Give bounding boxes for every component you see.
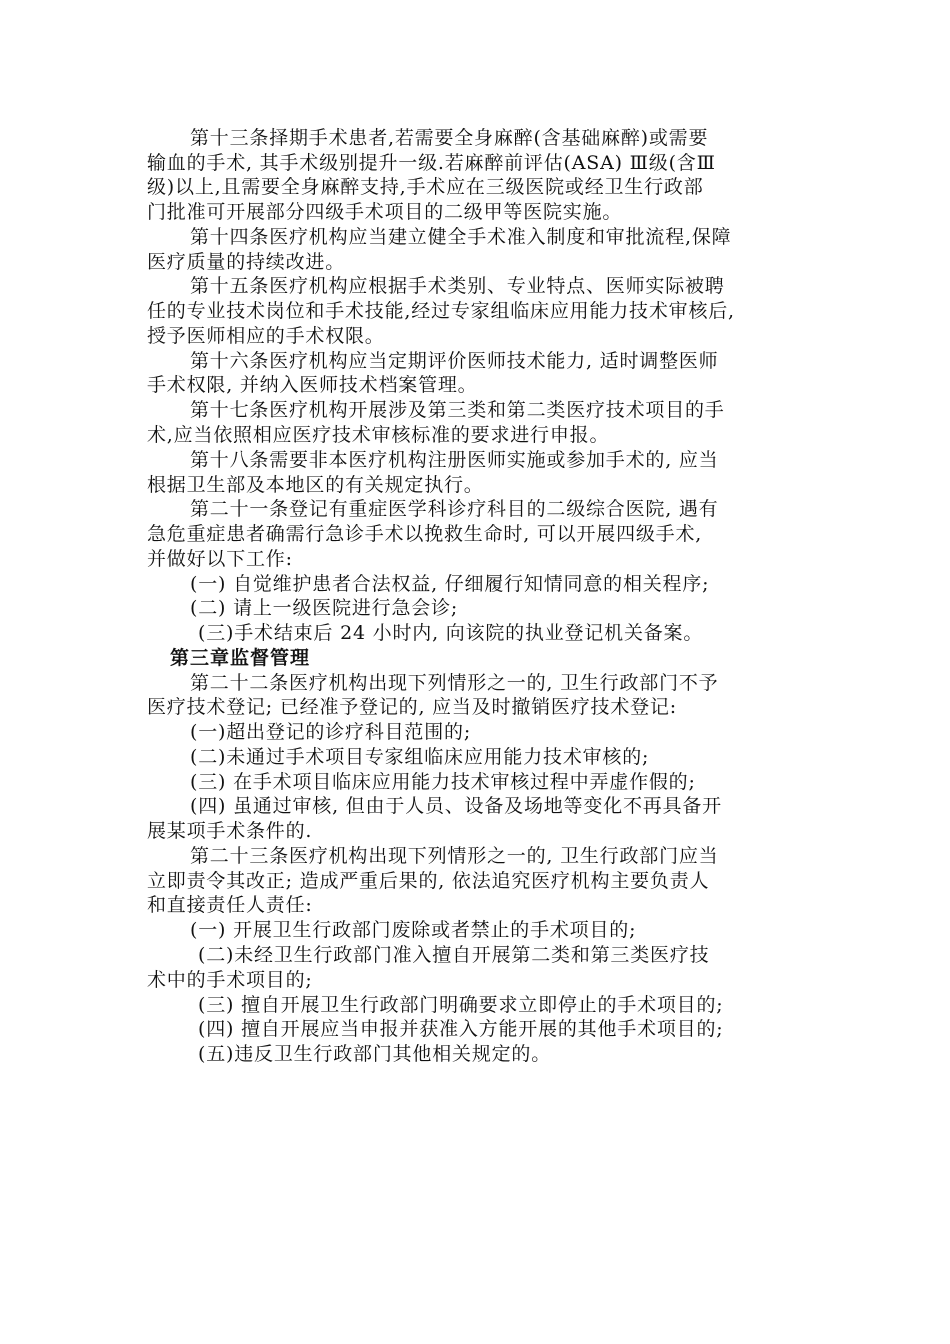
text-line: (二) 请上一级医院进行急会诊; <box>190 597 459 619</box>
text-line: (二)未经卫生行政部门准入擅自开展第二类和第三类医疗技 <box>198 944 710 966</box>
text-line: 任的专业技术岗位和手术技能,经过专家组临床应用能力技术审核后, <box>147 300 735 322</box>
text-line: (三)手术结束后 24 小时内, 向该院的执业登记机关备案。 <box>198 622 704 644</box>
text-line: (一)超出登记的诊疗科目范围的; <box>190 721 472 743</box>
text-line: (四) 擅自开展应当申报并获准入方能开展的其他手术项目的; <box>198 1018 724 1040</box>
text-line: 第十八条需要非本医疗机构注册医师实施或参加手术的, 应当 <box>190 449 719 471</box>
text-line: 第十六条医疗机构应当定期评价医师技术能力, 适时调整医师 <box>190 350 719 372</box>
text-line: (五)违反卫生行政部门其他相关规定的。 <box>198 1043 552 1065</box>
text-line: 根据卫生部及本地区的有关规定执行。 <box>147 474 484 496</box>
text-line: 急危重症患者确需行急诊手术以挽救生命时, 可以开展四级手术, <box>147 523 703 545</box>
text-line: 第十三条择期手术患者,若需要全身麻醉(含基础麻醉)或需要 <box>190 127 709 149</box>
text-line: (二)未通过手术项目专家组临床应用能力技术审核的; <box>190 746 650 768</box>
text-line: 医疗技术登记; 已经准予登记的, 应当及时撤销医疗技术登记: <box>147 696 677 718</box>
text-line: 授予医师相应的手术权限。 <box>147 325 385 347</box>
text-line: 第十四条医疗机构应当建立健全手术准入制度和审批流程,保障 <box>190 226 732 248</box>
chapter-heading: 第三章监督管理 <box>170 647 311 669</box>
text-line: 第二十二条医疗机构出现下列情形之一的, 卫生行政部门不予 <box>190 672 719 694</box>
text-line: 立即责令其改正; 造成严重后果的, 依法追究医疗机构主要负责人 <box>147 870 710 892</box>
text-line: 第十五条医疗机构应根据手术类别、专业特点、医师实际被聘 <box>190 275 725 297</box>
text-line: 手术权限, 并纳入医师技术档案管理。 <box>147 374 478 396</box>
text-line: (四) 虽通过审核, 但由于人员、设备及场地等变化不再具备开 <box>190 795 722 817</box>
text-line: (一) 开展卫生行政部门废除或者禁止的手术项目的; <box>190 919 637 941</box>
text-line: (三) 擅自开展卫生行政部门明确要求立即停止的手术项目的; <box>198 994 724 1016</box>
text-line: 和直接责任人责任: <box>147 894 313 916</box>
text-line: 第二十三条医疗机构出现下列情形之一的, 卫生行政部门应当 <box>190 845 719 867</box>
text-line: 输血的手术, 其手术级别提升一级.若麻醉前评估(ASA) Ⅲ级(含Ⅲ <box>147 152 716 174</box>
text-line: 展某项手术条件的. <box>147 820 313 842</box>
text-line: (三) 在手术项目临床应用能力技术审核过程中弄虚作假的; <box>190 771 696 793</box>
text-line: 术,应当依照相应医疗技术审核标准的要求进行申报。 <box>147 424 610 446</box>
text-line: 第十七条医疗机构开展涉及第三类和第二类医疗技术项目的手 <box>190 399 725 421</box>
text-line: 医疗质量的持续改进。 <box>147 251 346 273</box>
text-line: 第二十一条登记有重症医学科诊疗科目的二级综合医院, 遇有 <box>190 498 719 520</box>
text-line: (一) 自觉维护患者合法权益, 仔细履行知情同意的相关程序; <box>190 573 710 595</box>
text-line: 级)以上,且需要全身麻醉支持,手术应在三级医院或经卫生行政部 <box>147 176 704 198</box>
text-line: 并做好以下工作: <box>147 548 293 570</box>
text-line: 门批准可开展部分四级手术项目的二级甲等医院实施。 <box>147 201 623 223</box>
text-line: 术中的手术项目的; <box>147 969 313 991</box>
